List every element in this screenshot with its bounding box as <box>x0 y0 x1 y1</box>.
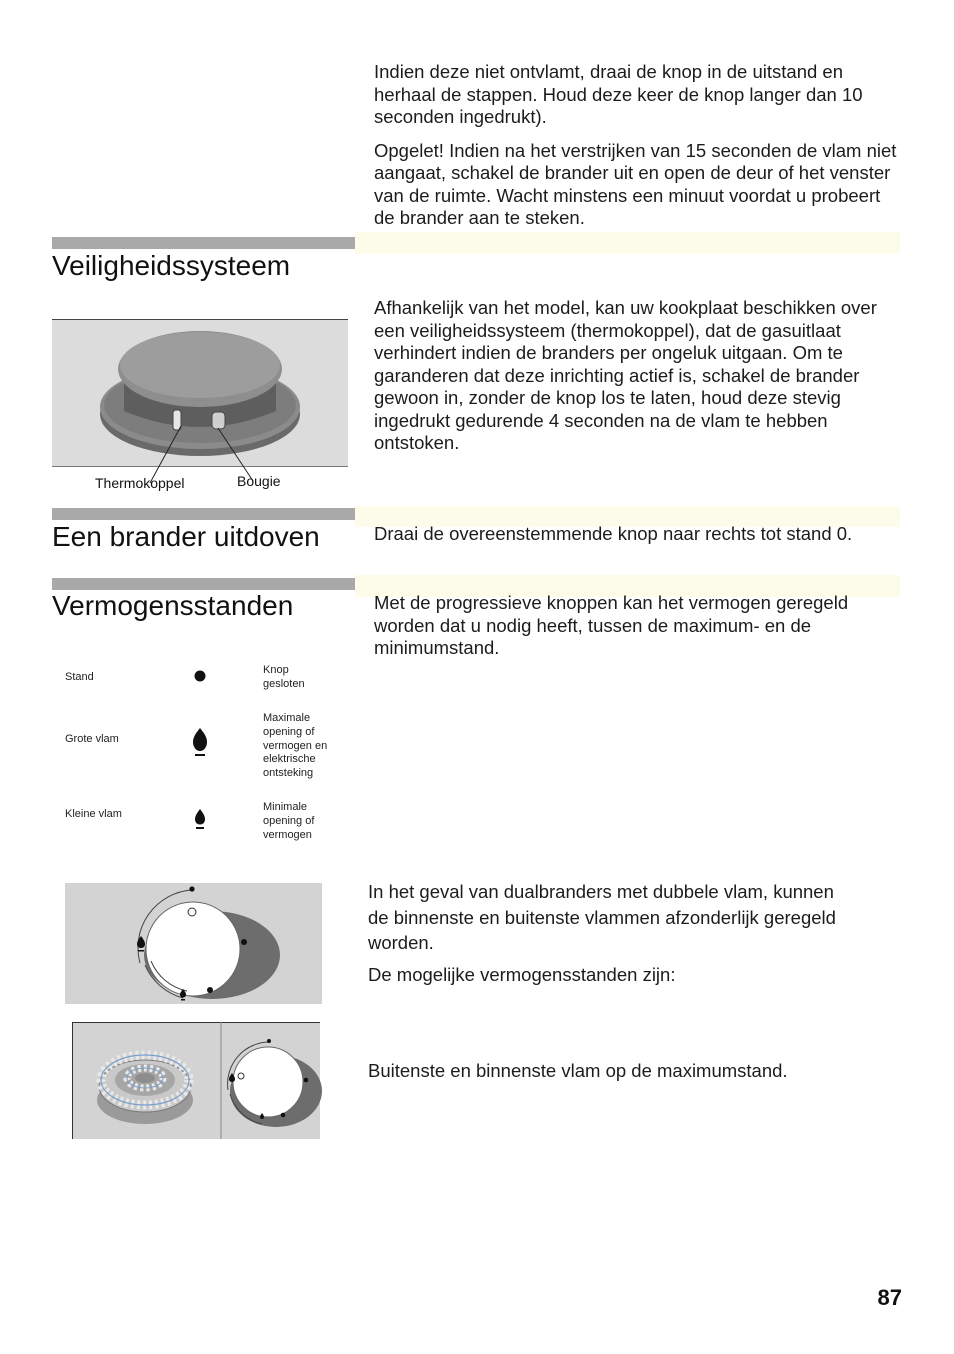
row-desc-2: Minimale opening of vermogen <box>263 801 315 841</box>
intro-paragraph-1: Indien deze niet ontvlamt, draai de knop in de uitstand en herhaal de stappen. Houd deze keer de knop langer dan 10 seconden ingedrukt). <box>374 61 863 127</box>
dot-icon <box>194 670 208 684</box>
row-desc-0: Knop gesloten <box>263 664 305 690</box>
large-flame-icon <box>192 727 210 757</box>
row-name-0: Stand <box>65 671 94 683</box>
max-position-text: Buitenste en binnenste vlam op de maximumstand. <box>368 1060 788 1081</box>
max-position-illustration <box>72 1022 320 1139</box>
section-bar-extinguish <box>52 508 355 520</box>
thermocouple-label: Thermokoppel <box>95 475 185 491</box>
intro-paragraph-2: Opgelet! Indien na het verstrijken van 15 seconden de vlam niet aangaat, schakel de brander uit en open de deur of het venster van de ruimte. Wacht minstens een minuut voordat u probeert de brander aan te steken. <box>374 139 897 228</box>
section-bar-power <box>52 578 355 590</box>
small-flame-icon <box>194 808 208 830</box>
dual-burner-text: In het geval van dualbranders met dubbele vlam, kunnen de binnenste en buitenste vlammen afzonderlijk geregeld worden. <box>368 881 836 953</box>
positions-intro-text: De mogelijke vermogensstanden zijn: <box>368 964 676 985</box>
row-name-1: Grote vlam <box>65 733 119 745</box>
extinguish-heading: Een brander uitdoven <box>52 521 320 552</box>
dual-knob-illustration <box>65 883 322 1004</box>
row-name-2: Kleine vlam <box>65 808 122 820</box>
row-desc-1: Maximale opening of vermogen en elektrische ontsteking <box>263 712 328 780</box>
section-band-safety <box>355 232 900 254</box>
spark-plug-label: Bougie <box>237 473 281 489</box>
power-heading: Vermogensstanden <box>52 590 294 621</box>
page-number: 87 <box>877 1285 902 1310</box>
extinguish-text: Draai de overeenstemmende knop naar rechts tot stand 0. <box>374 523 853 544</box>
section-bar-safety <box>52 237 355 249</box>
power-text: Met de progressieve knoppen kan het vermogen geregeld worden dat u nodig heeft, tussen de maximum- en de minimumstand. <box>374 592 849 658</box>
safety-text: Afhankelijk van het model, kan uw kookplaat beschikken over een veiligheidssysteem (thermokoppel), dat de gasuitlaat verhindert indien de branders per ongeluk uitgaan. Om te garanderen dat deze inrichting actief is, schakel de brander gewoon in, zonder de knop los te laten, houd deze stevig ingedrukt gedurende 4 seconden na de vlam te hebben ontstoken. <box>374 297 877 453</box>
burner-illustration <box>52 319 348 499</box>
intro-text <box>374 61 904 230</box>
safety-heading: Veiligheidssysteem <box>52 250 291 281</box>
